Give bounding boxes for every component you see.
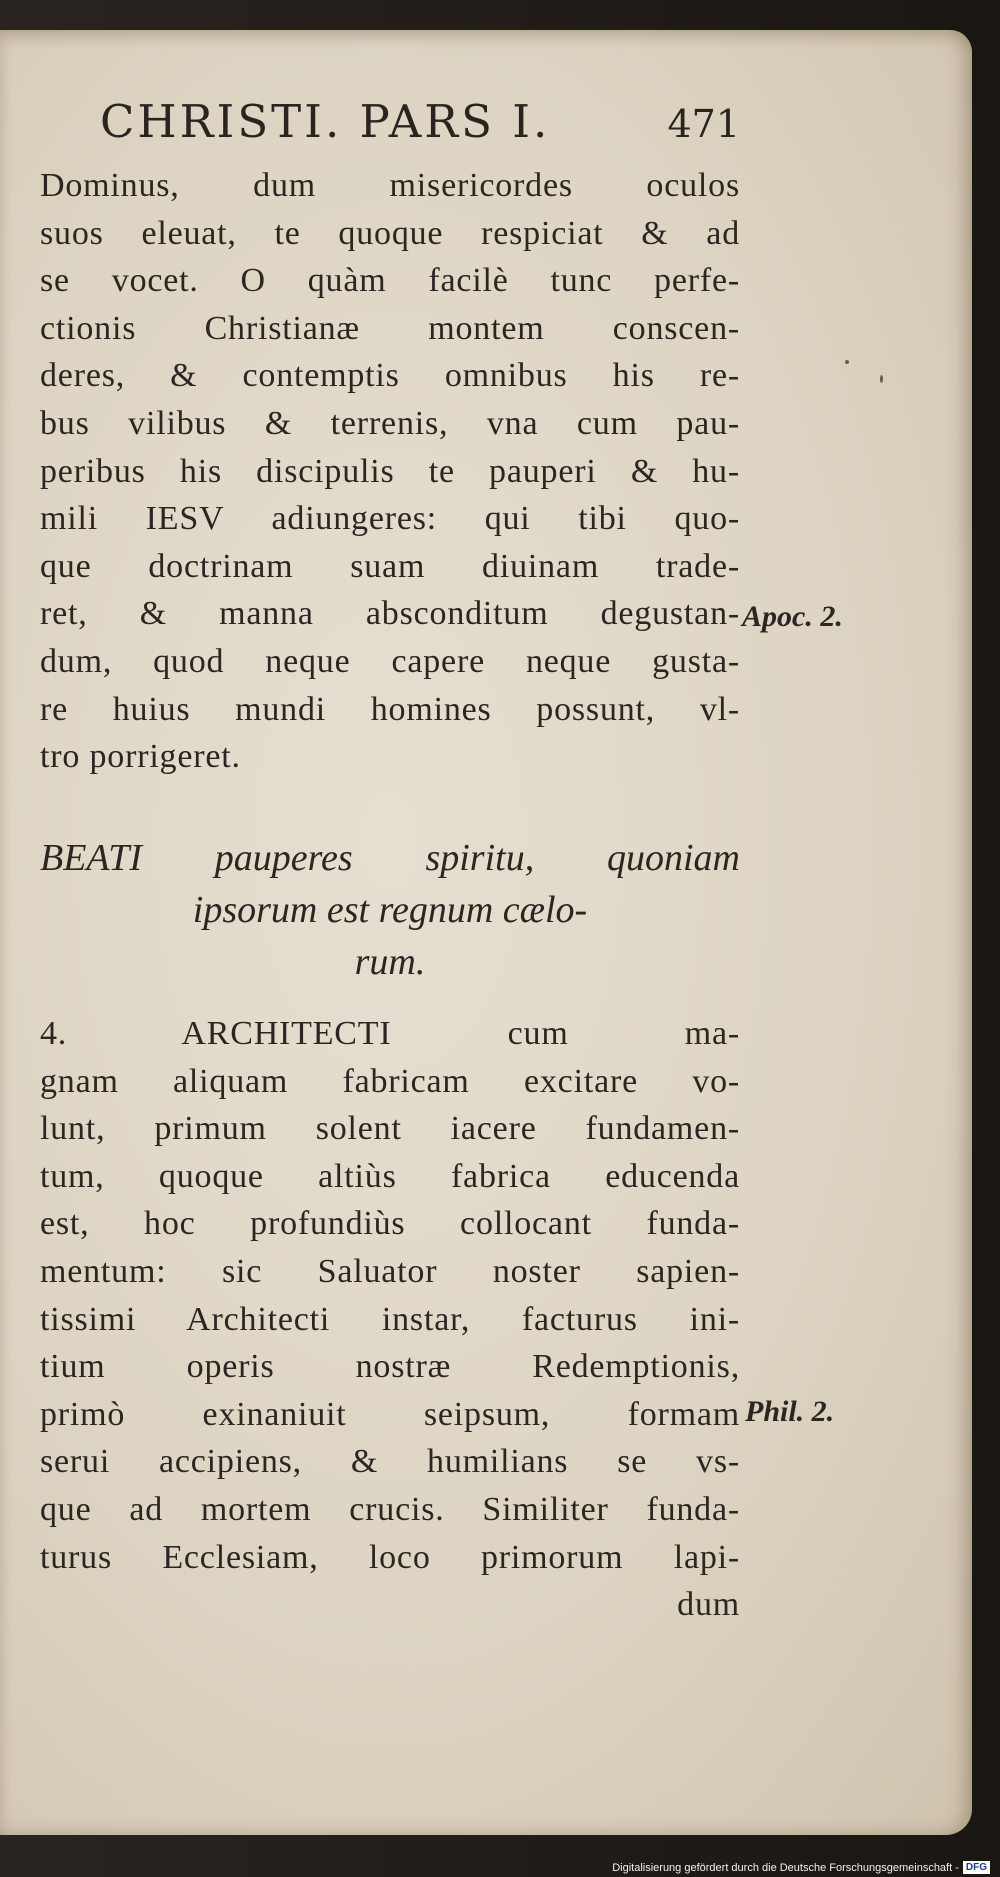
text-line: mentum: sic Saluator noster sapien- (40, 1252, 740, 1290)
text-line: tro porrigeret. (40, 738, 241, 776)
heading-line: rum. (354, 941, 426, 983)
text-line: bus vilibus & terrenis, vna cum pau- (40, 404, 740, 442)
dfg-logo: DFG (963, 1861, 990, 1874)
running-head (100, 95, 740, 148)
section-heading (40, 832, 740, 988)
text-line: serui accipiens, & humilians se vs- (40, 1443, 740, 1481)
digitization-credit (560, 1858, 990, 1877)
text-line: re huius mundi homines possunt, vl- (40, 690, 740, 728)
text-line: que doctrinam suam diuinam trade- (40, 547, 740, 585)
text-line: ctionis Christianæ montem conscen- (40, 309, 740, 347)
paper-speck (880, 375, 883, 383)
text-line: deres, & contemptis omnibus his re- (40, 357, 740, 395)
paragraph-2 (40, 1010, 740, 1629)
credit-text: Digitalisierung gefördert durch die Deutsche Forschungsgemeinschaft - (612, 1861, 959, 1874)
margin-note-phil: Phil. 2. (745, 1395, 835, 1428)
text-line: suos eleuat, te quoque respiciat & ad (40, 214, 740, 252)
page-number: 471 (667, 102, 740, 146)
paragraph-1 (40, 162, 740, 781)
text-line: est, hoc profundiùs collocant funda- (40, 1205, 740, 1243)
text-line: 4. ARCHITECTI cum ma- (40, 1015, 740, 1052)
text-line: primò exinaniuit seipsum, formam (40, 1395, 740, 1433)
text-line: que ad mortem crucis. Similiter funda- (40, 1490, 740, 1528)
margin-note-apoc: Apoc. 2. (742, 600, 843, 633)
text-line: ret, & manna absconditum degustan- (40, 595, 740, 633)
catchword: dum (677, 1586, 740, 1624)
text-line: dum, quod neque capere neque gusta- (40, 642, 740, 680)
heading-line: ipsorum est regnum cælo- (192, 889, 588, 931)
text-line: turus Ecclesiam, loco primorum lapi- (40, 1538, 740, 1576)
text-line: mili IESV adiungeres: qui tibi quo- (40, 500, 740, 538)
text-line: lunt, primum solent iacere fundamen- (40, 1110, 740, 1148)
heading-line: BEATI pauperes spiritu, quoniam (40, 837, 740, 879)
running-title: CHRISTI. PARS I. (100, 95, 551, 148)
text-line: tum, quoque altiùs fabrica educenda (40, 1157, 740, 1195)
text-line: se vocet. O quàm facilè tunc perfe- (40, 262, 740, 300)
text-line: gnam aliquam fabricam excitare vo- (40, 1062, 740, 1100)
text-line: peribus his discipulis te pauperi & hu- (40, 452, 740, 490)
text-line: Dominus, dum misericordes oculos (40, 167, 740, 204)
paper-speck (845, 360, 849, 364)
text-line: tium operis nostræ Redemptionis, (40, 1348, 740, 1386)
text-line: tissimi Architecti instar, facturus ini- (40, 1300, 740, 1338)
